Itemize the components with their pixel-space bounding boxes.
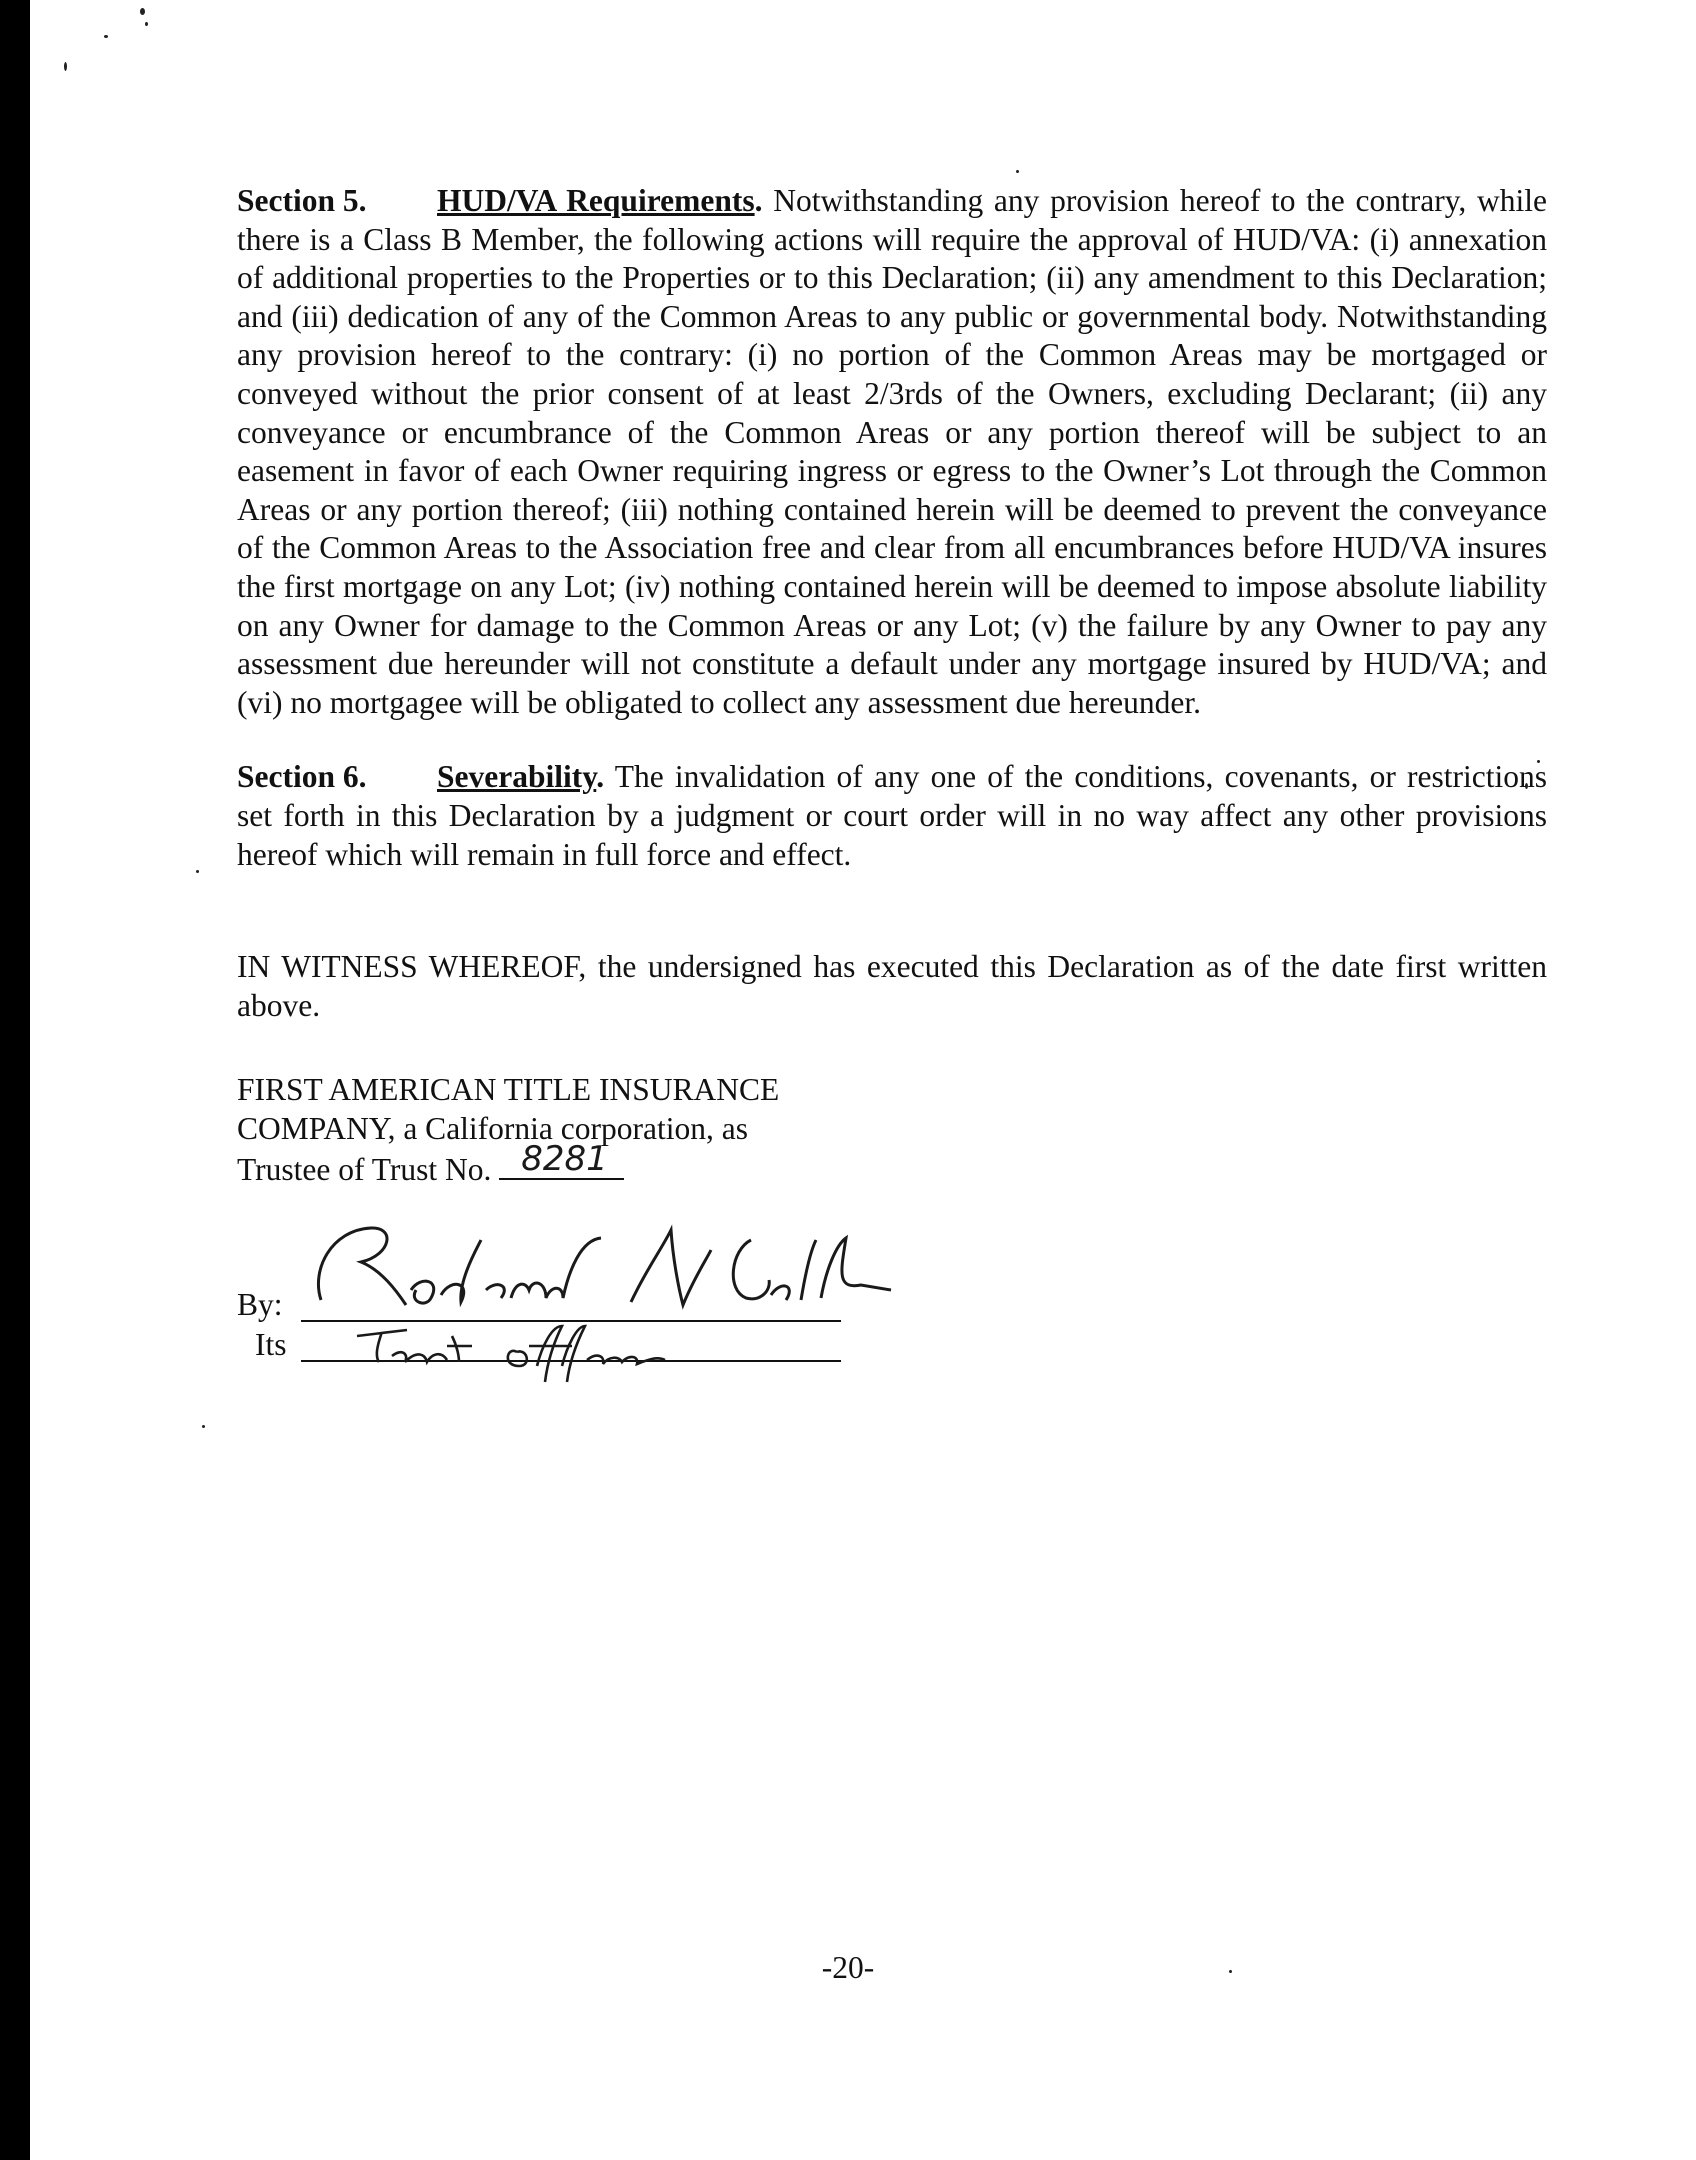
page-number: -20- xyxy=(821,1950,875,1985)
witness-clause: IN WITNESS WHEREOF, the undersigned has executed this Declaration as of the date first written above. xyxy=(237,949,1547,1023)
its-label: Its xyxy=(255,1327,287,1363)
its-row xyxy=(237,1326,1547,1370)
document-page xyxy=(237,182,1547,1370)
section-6-heading: Section 6. Severability. xyxy=(237,759,604,794)
scan-speck xyxy=(140,8,145,15)
scan-speck xyxy=(104,35,108,38)
handwritten-signature xyxy=(301,1210,901,1320)
signatory-line-1: FIRST AMERICAN TITLE INSURANCE xyxy=(237,1072,780,1108)
section-5-body: Notwithstanding any provision hereof to the contrary, while there is a Class B Member, the following actions will require the approval of HUD/VA: (i) annexation of additional properties to the Properties or to this Declaration; (ii) any amendment to this Declaration; and (iii) dedication of any of the Common Areas to any public or governmental body. Notwithstanding any provision hereof to the contrary: (i) no portion of the Common Areas may be mortgaged or conveyed without the prior consent of at least 2/3rds of the Owners, excluding Declarant; (ii) any conveyance or encumbrance of the Common Areas or any portion thereof will be subject to an easement in favor of each Owner requiring ingress or egress to the Owner’s Lot through the Common Areas or any portion thereof; (iii) nothing contained herein will be deemed to prevent the conveyance of the Common Areas to the Association free and clear from all encumbrances before HUD/VA insures the first mortgage on any Lot; (iv) nothing contained herein will be deemed to impose absolute liability on any Owner for damage to the Common Areas or any Lot; (v) the failure by any Owner to pay any assessment due hereunder will not constitute a default under any mortgage insured by HUD/VA; and (vi) no mortgagee will be obligated to collect any assessment due hereunder. xyxy=(237,183,1547,720)
trust-number-label: Trustee of Trust No. xyxy=(237,1152,492,1188)
section-6-paragraph xyxy=(237,758,1547,874)
scan-speck xyxy=(64,62,67,71)
scan-edge xyxy=(0,0,30,2160)
section-6-body: The invalidation of any one of the conditions, covenants, or restrictions set forth in this Declaration by a judgment or court order will in no way affect any other provisions hereof which will remain in full force and effect. xyxy=(237,759,1547,872)
trust-number-handwritten: 8281 xyxy=(521,1139,608,1180)
scan-speck xyxy=(202,1425,205,1428)
section-5-number: Section 5. xyxy=(237,183,367,218)
signature-block xyxy=(237,1071,1547,1370)
section-5-paragraph xyxy=(237,182,1547,722)
section-6-number: Section 6. xyxy=(237,759,367,795)
by-label: By: xyxy=(237,1287,283,1323)
trust-number-field xyxy=(499,1139,624,1180)
scan-speck xyxy=(1016,170,1019,173)
section-6-title: Severability xyxy=(437,759,597,795)
signatory-line-3 xyxy=(237,1139,1547,1190)
section-5-title: HUD/VA Requirements xyxy=(437,183,755,218)
section-5-heading: Section 5. HUD/VA Requirements. xyxy=(237,183,762,218)
handwritten-title xyxy=(347,1316,747,1386)
scan-speck xyxy=(196,870,199,873)
signatory-line-2: COMPANY, a California corporation, as xyxy=(237,1110,748,1146)
scan-speck xyxy=(145,22,148,26)
